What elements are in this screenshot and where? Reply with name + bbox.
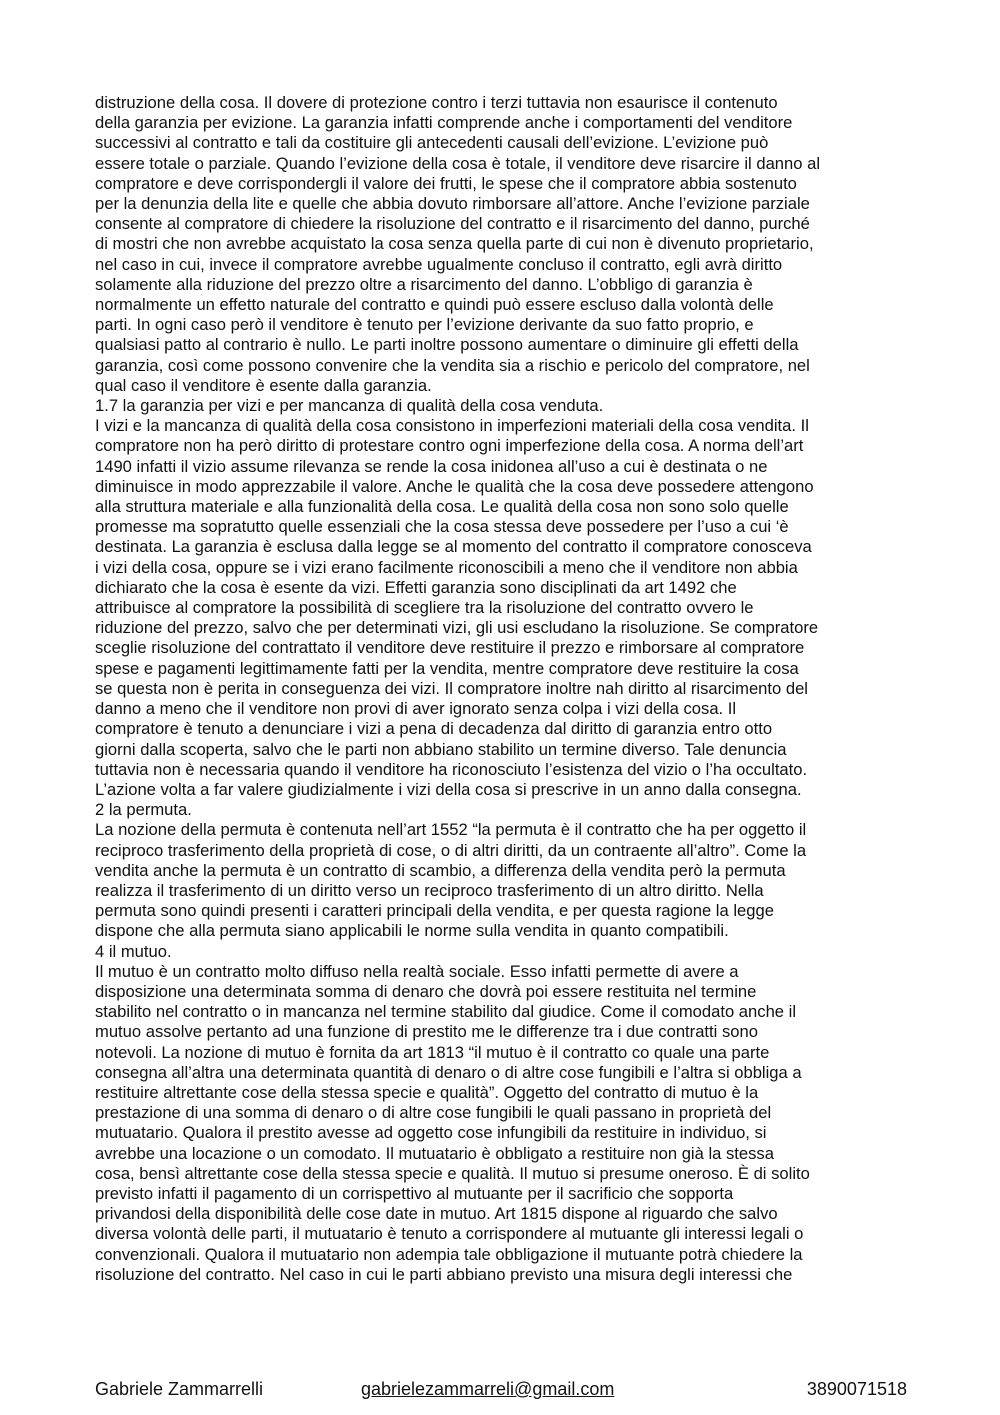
text-line: dispone che alla permuta siano applicabili le norme sulla vendita in quanto compatibili. <box>95 921 729 941</box>
text-line: della garanzia per evizione. La garanzia infatti comprende anche i comportamenti del venditore <box>95 113 793 133</box>
text-line: consegna all’altra una determinata quantità di denaro o di altre cose fungibili e l’altra si obbliga a <box>95 1062 802 1082</box>
text-line: qualsiasi patto al contrario è nullo. Le parti inoltre possono aumentare o diminuire gli effetti della <box>95 335 799 355</box>
text-line: di mostri che non avrebbe acquistato la cosa senza quella parte di cui non è divenuto proprietario, <box>95 234 814 254</box>
text-line: dichiarato che la cosa è esente da vizi. Effetti garanzia sono disciplinati da art 1492 che <box>95 577 737 597</box>
text-line: realizza il trasferimento di un diritto verso un reciproco trasferimento di un altro diritto. Nella <box>95 880 764 900</box>
text-line: 2 la permuta. <box>95 800 192 820</box>
text-line: nel caso in cui, invece il compratore avrebbe ugualmente concluso il contratto, egli avrà diritto <box>95 254 783 274</box>
text-line: destinata. La garanzia è esclusa dalla legge se al momento del contratto il compratore conosceva <box>95 537 812 557</box>
text-line: permuta sono quindi presenti i caratteri principali della vendita, e per questa ragione la legge <box>95 901 774 921</box>
text-line: compratore non ha però diritto di protestare contro ogni imperfezione della cosa. A norma dell’art <box>95 436 804 456</box>
text-line: alla struttura materiale e alla funzionalità della cosa. Le qualità della cosa non sono solo quelle <box>95 497 789 517</box>
text-line: attribuisce al compratore la possibilità di scegliere tra la risoluzione del contratto ovvero le <box>95 598 754 618</box>
text-line: riduzione del prezzo, salvo che per determinati vizi, gli usi escludano la risoluzione. Se compratore <box>95 618 819 638</box>
text-line: promesse ma sopratutto quelle essenziali che la cosa stessa deve possedere per l’uso a cui ‘è <box>95 517 789 537</box>
text-line: distruzione della cosa. Il dovere di protezione contro i terzi tuttavia non esaurisce il contenuto <box>95 93 778 112</box>
text-line: garanzia, così come possono convenire che la vendita sia a rischio e pericolo del compratore, nel <box>95 355 810 375</box>
text-line: vendita anche la permuta è un contratto di scambio, a differenza della vendita però la permuta <box>95 860 786 880</box>
text-line: prestazione di una somma di denaro o di altre cose fungibili le quali passano in proprietà del <box>95 1103 772 1123</box>
text-line: disposizione una determinata somma di denaro che dovrà poi essere restituita nel termine <box>95 981 757 1001</box>
text-line: diversa volontà delle parti, il mutuatario è tenuto a corrispondere al mutuante gli interessi legali o <box>95 1224 804 1244</box>
body-text <box>95 93 910 1285</box>
text-line: convenzionali. Qualora il mutuatario non adempia tale obbligazione il mutuante potrà chiedere la <box>95 1244 803 1264</box>
text-line: giorni dalla scoperta, salvo che le parti non abbiano stabilito un termine diverso. Tale denuncia <box>95 739 787 759</box>
text-line: privandosi della disponibilità delle cose date in mutuo. Art 1815 dispone al riguardo che salvo <box>95 1204 778 1224</box>
text-line: avrebbe una locazione o un comodato. Il mutuatario è obbligato a restituire non già la stessa <box>95 1143 774 1163</box>
text-line: danno a meno che il venditore non provi di aver ignorato senza colpa i vizi della cosa. Il <box>95 699 737 719</box>
text-line: Il mutuo è un contratto molto diffuso nella realtà sociale. Esso infatti permette di avere a <box>95 961 739 981</box>
text-line: La nozione della permuta è contenuta nell’art 1552 “la permuta è il contratto che ha per oggetto il <box>95 820 807 840</box>
text-line: previsto infatti il pagamento di un corrispettivo al mutuante per il sacrificio che sopporta <box>95 1183 734 1203</box>
text-line: restituire altrettante cose della stessa specie e qualità”. Oggetto del contratto di mutuo è la <box>95 1082 759 1102</box>
text-line: L’azione volta a far valere giudizialmente i vizi della cosa si prescrive in un anno dalla consegna. <box>95 779 802 799</box>
text-line: essere totale o parziale. Quando l’evizione della cosa è totale, il venditore deve risarcire il danno al <box>95 153 821 173</box>
text-line: i vizi della cosa, oppure se i vizi erano facilmente riconoscibili a meno che il venditore non abbia <box>95 557 798 577</box>
text-line: mutuo assolve pertanto ad una funzione di prestito me le differenze tra i due contratti sono <box>95 1022 758 1042</box>
text-line: stabilito nel contratto o in mancanza nel termine stabilito dal giudice. Come il comodato anche il <box>95 1002 797 1022</box>
text-line: parti. In ogni caso però il venditore è tenuto per l’evizione derivante da suo fatto proprio, e <box>95 315 754 335</box>
text-line: solamente alla riduzione del prezzo oltre a risarcimento del danno. L’obbligo di garanzia è <box>95 274 753 294</box>
text-line: 4 il mutuo. <box>95 941 172 961</box>
footer-email-link[interactable]: gabrielezammarreli@gmail.com <box>361 1379 615 1399</box>
text-line: tuttavia non è necessaria quando il venditore ha riconosciuto l’esistenza del vizio o l’ha occultato. <box>95 759 808 779</box>
text-line: per la denunzia della lite e quelle che abbia dovuto rimborsare all’attore. Anche l’evizione parziale <box>95 194 810 214</box>
text-line: 1.7 la garanzia per vizi e per mancanza di qualità della cosa venduta. <box>95 396 604 416</box>
text-line: 1490 infatti il vizio assume rilevanza se rende la cosa inidonea all’uso a cui è destinata o ne <box>95 456 768 476</box>
text-line: compratore è tenuto a denunciare i vizi a pena di decadenza dal diritto di garanzia entro otto <box>95 719 773 739</box>
text-line: se questa non è perita in conseguenza dei vizi. Il compratore inoltre nah diritto al risarcimento del <box>95 678 808 698</box>
text-line: cosa, bensì altrettante cose della stessa specie e qualità. Il mutuo si presume oneroso. È di solito <box>95 1163 810 1183</box>
footer-phone: 3890071518 <box>806 1379 907 1399</box>
text-line: consente al compratore di chiedere la risoluzione del contratto e il risarcimento del danno, purché <box>95 214 810 234</box>
text-line: normalmente un effetto naturale del contratto e quindi può essere escluso dalla volontà delle <box>95 295 774 315</box>
footer-author: Gabriele Zammarrelli <box>95 1379 264 1399</box>
text-line: notevoli. La nozione di mutuo è fornita da art 1813 “il mutuo è il contratto co quale una parte <box>95 1042 770 1062</box>
text-line: risoluzione del contratto. Nel caso in cui le parti abbiano previsto una misura degli interessi che <box>95 1264 793 1284</box>
text-line: qual caso il venditore è esente dalla garanzia. <box>95 375 432 395</box>
text-line: spese e pagamenti legittimamente fatti per la vendita, mentre compratore deve restituire la cosa <box>95 658 799 678</box>
text-line: reciproco trasferimento della proprietà di cose, o di altri diritti, da un contraente all’altro”. Come la <box>95 840 807 860</box>
text-line: mutuatario. Qualora il prestito avesse ad oggetto cose infungibili da restituire in individuo, si <box>95 1123 767 1143</box>
text-line: diminuisce in modo apprezzabile il valore. Anche le qualità che la cosa deve possedere attengono <box>95 476 814 496</box>
text-line: sceglie risoluzione del contrattato il venditore deve restituire il prezzo e rimborsare al compratore <box>95 638 805 658</box>
text-line: compratore e deve corrispondergli il valore dei frutti, le spese che il compratore abbia sostenuto <box>95 173 797 193</box>
text-line: I vizi e la mancanza di qualità della cosa consistono in imperfezioni materiali della cosa vendita. Il <box>95 416 809 436</box>
text-line: successivi al contratto e tali da costituire gli antecedenti causali dell’evizione. L’evizione può <box>95 133 769 153</box>
